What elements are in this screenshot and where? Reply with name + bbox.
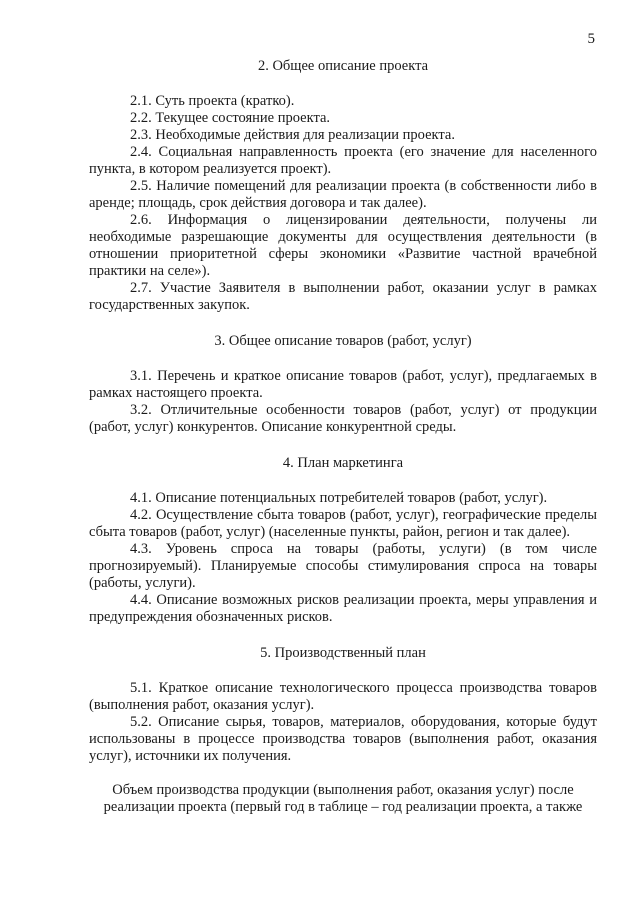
paragraph: 4.3. Уровень спроса на товары (работы, услуги) (в том числе прогнозируемый). Планируемые способы стимулирования спроса на товары (работы, услуги). [89,541,597,591]
section-title: 2. Общее описание проекта [257,58,429,74]
paragraph: 2.7. Участие Заявителя в выполнении работ, оказании услуг в рамках государственных закупок. [89,280,597,313]
paragraph: 2.1. Суть проекта (кратко). [130,93,295,109]
paragraph: 4.4. Описание возможных рисков реализации проекта, меры управления и предупреждения обозначенных рисков. [89,592,597,625]
paragraph: 2.4. Социальная направленность проекта (его значение для населенного пункта, в котором реализуется проект). [89,144,597,177]
paragraph: 2.5. Наличие помещений для реализации проекта (в собственности либо в аренде; площадь, срок действия договора и так далее). [89,178,597,211]
paragraph: 2.3. Необходимые действия для реализации проекта. [130,127,455,143]
paragraph: 4.1. Описание потенциальных потребителей товаров (работ, услуг). [130,490,548,506]
document-body [89,58,597,816]
paragraph: 2.2. Текущее состояние проекта. [130,110,331,126]
section-title: 4. План маркетинга [282,455,404,471]
paragraph: 5.2. Описание сырья, товаров, материалов, оборудования, которые будут использованы в процессе производства товаров (выполнения работ, оказания услуг), источники их получения. [89,714,597,764]
section-title: 5. Производственный план [260,645,426,661]
paragraph: 2.6. Информация о лицензировании деятельности, получены ли необходимые разрешающие документы для осуществления деятельности (в отношении приоритетной сферы экономики «Развитие частной врачебной практики на селе»). [89,212,597,279]
paragraph: 3.1. Перечень и краткое описание товаров (работ, услуг), предлагаемых в рамках настоящего проекта. [89,368,597,401]
paragraph: 4.2. Осуществление сбыта товаров (работ, услуг), географические пределы сбыта товаров (работ, услуг) (населенные пункты, район, регион и так далее). [89,507,597,540]
section-title: 3. Общее описание товаров (работ, услуг) [214,333,472,349]
paragraph: 3.2. Отличительные особенности товаров (работ, услуг) от продукции (работ, услуг) конкурентов. Описание конкурентной среды. [89,402,597,435]
page-number: 5 [587,31,595,47]
closing-paragraph: Объем производства продукции (выполнения работ, оказания услуг) после реализации проекта (первый год в таблице – год реализации проекта, а также [103,782,583,815]
paragraph: 5.1. Краткое описание технологического процесса производства товаров (выполнения работ, оказания услуг). [89,680,597,713]
